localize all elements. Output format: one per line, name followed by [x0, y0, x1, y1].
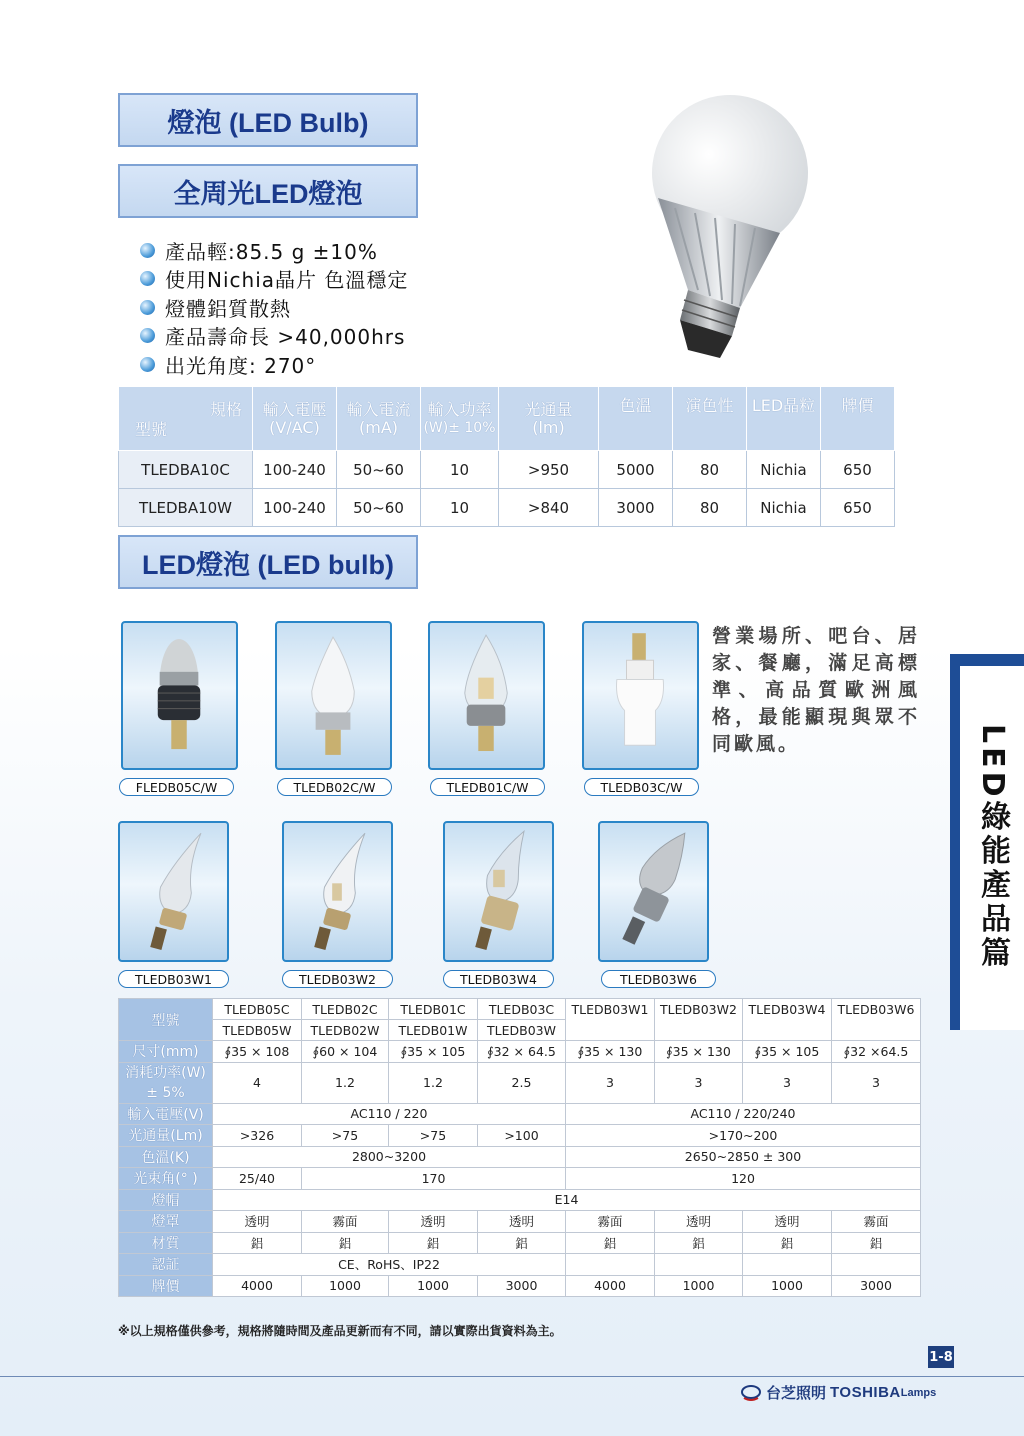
table-row: 燈帽 E14	[119, 1189, 921, 1211]
product-label: TLEDB03W2	[282, 970, 393, 988]
column-header: LED晶粒	[747, 387, 821, 451]
product-photo-tledb03	[582, 621, 699, 770]
led-bulb-photo	[580, 58, 830, 368]
feature-item: 使用Nichia晶片 色溫穩定	[140, 265, 408, 294]
chapter-tab	[950, 654, 1024, 1030]
footer-divider	[0, 1376, 1024, 1377]
bullet-icon	[140, 357, 155, 372]
section-title: LED燈泡 (LED bulb)	[118, 535, 418, 589]
brand-mark-icon	[740, 1384, 762, 1402]
feature-list	[140, 236, 408, 379]
bulb-spec-table	[118, 386, 895, 527]
product-label: TLEDB03C/W	[584, 778, 699, 796]
table-row: 材質 鋁 鋁 鋁 鋁 鋁 鋁 鋁 鋁	[119, 1232, 921, 1254]
column-header: 色溫	[599, 387, 673, 451]
table-row: TLEDBA10C 100-240 50~60 10 >950 5000 80 Nichia 650	[119, 451, 895, 489]
page-title: 燈泡 (LED Bulb)	[118, 93, 418, 147]
table-row: TLEDB05W TLEDB02W TLEDB01W TLEDB03W	[119, 1020, 921, 1041]
table-row: 輸入電壓(V) AC110 / 220 AC110 / 220/240	[119, 1103, 921, 1125]
product-photo-tledb03w1	[118, 821, 229, 962]
feature-item: 產品壽命長 >40,000hrs	[140, 322, 408, 351]
feature-item: 燈體鋁質散熱	[140, 293, 408, 322]
bullet-icon	[140, 300, 155, 315]
table-row: 光束角(° ) 25/40 170 120	[119, 1168, 921, 1190]
bullet-icon	[140, 243, 155, 258]
column-header: 光通量 (lm)	[499, 387, 599, 451]
table-row: 型號 TLEDB05C TLEDB02C TLEDB01C TLEDB03C TLEDB03W1 TLEDB03W2 TLEDB03W4 TLEDB03W6	[119, 999, 921, 1020]
led-bulb-spec-table	[118, 998, 921, 1297]
subsection-title: 全周光LED燈泡	[118, 164, 418, 218]
product-photo-tledb03w2	[282, 821, 393, 962]
bullet-icon	[140, 271, 155, 286]
footnote: ※以上規格僅供參考，規格將隨時間及產品更新而有不同，請以實際出貨資料為主。	[118, 1324, 562, 1338]
table-row: 牌價 4000 1000 1000 3000 4000 1000 1000 3000	[119, 1275, 921, 1297]
product-label: TLEDB03W1	[118, 970, 229, 988]
table-row: 消耗功率(W) ± 5% 4 1.2 1.2 2.5 3 3 3 3	[119, 1062, 921, 1103]
column-header: 演色性	[673, 387, 747, 451]
bullet-icon	[140, 328, 155, 343]
table-row: 色溫(K) 2800~3200 2650~2850 ± 300	[119, 1146, 921, 1168]
chapter-tab-label: LED綠能產品篇	[975, 724, 1010, 971]
table-row: TLEDBA10W 100-240 50~60 10 >840 3000 80 Nichia 650	[119, 489, 895, 527]
feature-item: 出光角度: 270°	[140, 350, 408, 379]
promo-text: 營業場所、吧台、居家、餐廳，滿足高標準、高品質歐洲風格，最能顯現與眾不同歐風。	[712, 625, 920, 755]
column-header: 輸入功率 (W)± 10%	[421, 387, 499, 451]
table-row: 燈罩 透明 霧面 透明 透明 霧面 透明 透明 霧面	[119, 1211, 921, 1233]
product-photo-tledb01	[428, 621, 545, 770]
product-photo-tledb03w6	[598, 821, 709, 962]
product-photo-tledb03w4	[443, 821, 554, 962]
product-label: FLEDB05C/W	[119, 778, 234, 796]
product-label: TLEDB02C/W	[277, 778, 392, 796]
product-photo-tledb02	[275, 621, 392, 770]
corner-header: 規格 型號	[119, 387, 253, 451]
feature-item: 產品輕:85.5 g ±10%	[140, 236, 408, 265]
product-photo-fledb05	[121, 621, 238, 770]
table-row: 認証 CE、RoHS、IP22	[119, 1254, 921, 1276]
product-label: TLEDB03W4	[443, 970, 554, 988]
product-label: TLEDB03W6	[601, 970, 716, 988]
product-label: TLEDB01C/W	[430, 778, 545, 796]
column-header: 輸入電壓 (V/AC)	[253, 387, 337, 451]
table-row: 光通量(Lm) >326 >75 >75 >100 >170~200	[119, 1125, 921, 1147]
table-header-row	[119, 387, 895, 451]
column-header: 輸入電流 (mA)	[337, 387, 421, 451]
page-number: 1-8	[928, 1346, 954, 1368]
column-header: 牌價	[821, 387, 895, 451]
brand-logo: 台芝照明 TOSHIBA Lamps	[740, 1382, 936, 1403]
table-row: 尺寸(mm) ∮35 × 108 ∮60 × 104 ∮35 × 105 ∮32 × 64.5 ∮35 × 130 ∮35 × 130 ∮35 × 105 ∮32 ×64.5	[119, 1041, 921, 1063]
